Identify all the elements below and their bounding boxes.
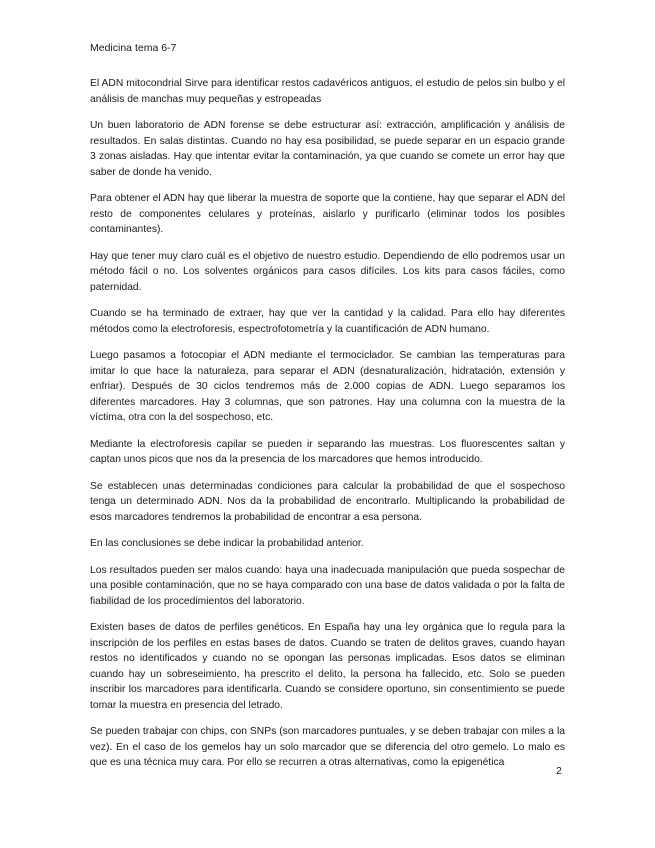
paragraph: Existen bases de datos de perfiles genéticos. En España hay una ley orgánica que lo regula para la inscripción de los perfiles en estas bases de datos. Cuando se traten de delitos graves, cuando hayan restos no identificados y cuando no se opongan las personas implicadas. Esos datos se eliminan cuando hay un sobreseimiento, ha prescrito el delito, la persona ha fallecido, etc. Solo se pueden inscribir los marcadores para identificarla. Cuando se considere oportuno, sin consentimiento se puede tomar la muestra en presencia del letrado.	[90, 622, 565, 711]
paragraph: Hay que tener muy claro cuál es el objetivo de nuestro estudio. Dependiendo de ello podremos usar un método fácil o no. Los solventes orgánicos para casos difíciles. Los kits para casos fáciles, como paternidad.	[90, 250, 565, 293]
paragraph: Para obtener el ADN hay que liberar la muestra de soporte que la contiene, hay que separar el ADN del resto de componentes celulares y proteínas, aislarlo y purificarlo (eliminar todos los posibles contaminantes).	[90, 193, 565, 235]
paragraph: Cuando se ha terminado de extraer, hay que ver la cantidad y la calidad. Para ello hay diferentes métodos como la electroforesis, espectrofotometría y la cuantificación de ADN humano.	[90, 308, 565, 335]
document-body	[90, 76, 565, 782]
paragraph: Un buen laboratorio de ADN forense se debe estructurar así: extracción, amplificación y análisis de resultados. En salas distintas. Cuando no hay esa posibilidad, se puede separar en un espacio grande 3 zonas aisladas. Hay que intentar evitar la contaminación, ya que cuando se comete un error hay que saber de donde ha venido.	[90, 120, 565, 178]
page-number: 2	[556, 765, 562, 777]
paragraph: Luego pasamos a fotocopiar el ADN mediante el termociclador. Se cambian las temperaturas para imitar lo que hace la naturaleza, para separar el ADN (desnaturalización, hidratación, extensión y enfriar). Después de 30 ciclos tendremos más de 2.000 copias de ADN. Luego separamos los diferentes marcadores. Hay 3 columnas, que son patrones. Hay una columna con la muestra de la víctima, otra con la del sospechoso, etc.	[90, 350, 565, 423]
paragraph: Se establecen unas determinadas condiciones para calcular la probabilidad de que el sospechoso tenga un determinado ADN. Nos da la probabilidad de encontrarlo. Multiplicando la probabilidad de esos marcadores tendremos la probabilidad de encontrar a esa persona.	[90, 480, 565, 523]
paragraph: Se pueden trabajar con chips, con SNPs (son marcadores puntuales, y se deben trabajar con miles a la vez). En el caso de los gemelos hay un solo marcador que se diferencia del otro gemelo. Lo malo es que es una técnica muy cara. Por ello se recurren a otras alternativas, como la epigenética	[90, 726, 565, 768]
paragraph: En las conclusiones se debe indicar la probabilidad anterior.	[90, 538, 364, 549]
page-header: Medicina tema 6-7	[90, 42, 177, 54]
paragraph: El ADN mitocondrial Sirve para identificar restos cadavéricos antiguos, el estudio de pelos sin bulbo y el análisis de manchas muy pequeñas y estropeadas	[90, 78, 565, 105]
paragraph: Los resultados pueden ser malos cuando: haya una inadecuada manipulación que pueda sospechar de una posible contaminación, que no se haya comparado con una base de datos validada o por la falta de fiabilidad de los procedimientos del laboratorio.	[90, 564, 565, 607]
paragraph: Mediante la electroforesis capilar se pueden ir separando las muestras. Los fluorescentes saltan y captan unos picos que nos da la presencia de los marcadores que hemos introducido.	[90, 438, 565, 465]
